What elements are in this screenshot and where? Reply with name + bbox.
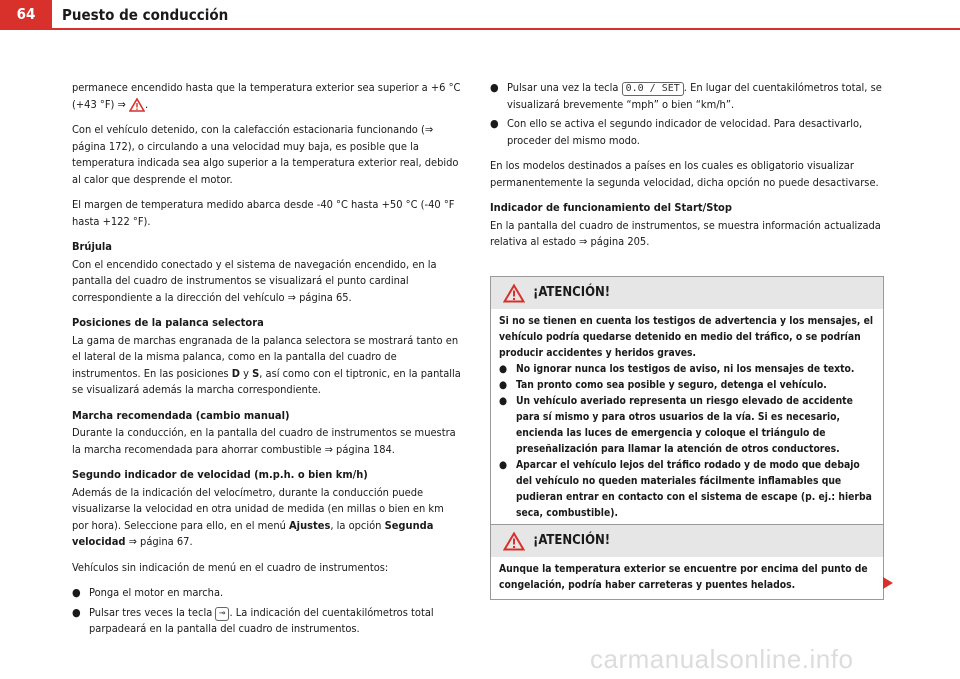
- list-item: ● Un vehículo averiado representa un riesgo elevado de accidente para sí mismo y para otros usuarios de la vía. Si es necesario, encienda las luces de emergencia y coloque el triángulo de preseñalización para llamar la atención de otros conductores.: [499, 395, 853, 455]
- section-heading: Indicador de funcionamiento del Start/Stop: [490, 201, 732, 214]
- bullet-icon: ●: [499, 459, 508, 471]
- warning-header: [491, 525, 883, 557]
- warning-title: ¡ATENCIÓN!: [533, 285, 611, 300]
- list-item: ● Ponga el motor en marcha.: [72, 585, 462, 602]
- left-column: [72, 80, 462, 641]
- bullet-icon: ●: [499, 395, 508, 407]
- list-item: ● Con ello se activa el segundo indicador de velocidad. Para desactivarlo, proceder del mismo modo.: [490, 116, 884, 149]
- warning-box: [490, 276, 884, 528]
- warning-text: Aunque la temperatura exterior se encuentre por encima del punto de congelación, podría haber carreteras y puentes helados.: [499, 563, 868, 591]
- warning-header: [491, 277, 883, 309]
- warning-text: Si no se tienen en cuenta los testigos de advertencia y los mensajes, el vehículo podría quedarse detenido en medio del tráfico, o se podrían producir accidentes y heridos graves.: [499, 315, 874, 359]
- paragraph: En los modelos destinados a países en los cuales es obligatorio visualizar permanentemente la segunda velocidad, dicha opción no puede desactivarse.: [490, 159, 879, 189]
- list-item: ● Pulsar tres veces la tecla ⊸ . La indicación del cuentakilómetros total parpadeará en la pantalla del cuadro de instrumentos.: [72, 605, 462, 638]
- paragraph: La gama de marchas engranada de la palanca selectora se mostrará tanto en el lateral de la misma palanca, como en la pantalla del cuadro de instrumentos. En las posiciones D y S, así como con el tiptronic, en la pantalla se visualizará además la marcha correspondiente.: [72, 333, 461, 396]
- warning-triangle-icon: [129, 98, 145, 112]
- bullet-icon: ●: [490, 81, 499, 94]
- paragraph: Además de la indicación del velocímetro, durante la conducción puede visualizarse la velocidad en otra unidad de medida (en millas o bien en km por hora). Seleccione para ello, en el menú Ajustes, la opción Segunda velocidad ⇒ página 67.: [72, 485, 444, 548]
- key-label: 0.0 / SET: [622, 82, 684, 96]
- warning-triangle-icon: [503, 532, 525, 551]
- section-heading: Posiciones de la palanca selectora: [72, 316, 264, 329]
- paragraph: Con el encendido conectado y el sistema de navegación encendido, en la pantalla del cuadro de instrumentos se visualizará el punto cardinal correspondiente a la dirección del vehículo ⇒ página 65.: [72, 257, 437, 304]
- warning-body: [491, 309, 883, 527]
- paragraph: Vehículos sin indicación de menú en el cuadro de instrumentos:: [72, 560, 389, 574]
- list-item: ● No ignorar nunca los testigos de aviso, ni los mensajes de texto.: [499, 363, 855, 375]
- paragraph: Durante la conducción, en la pantalla del cuadro de instrumentos se muestra la marcha recomendada para ahorrar combustible ⇒ página 184.: [72, 426, 456, 456]
- section-heading: Brújula: [72, 240, 112, 253]
- paragraph: Con el vehículo detenido, con la calefacción estacionaria funcionando (⇒ página 172), o circulando a una velocidad muy baja, es posible que la temperatura indicada sea algo superior a la temperatura exterior real, debido al calor que desprende el motor.: [72, 123, 459, 186]
- paragraph: permanece encendido hasta que la temperatura exterior sea superior a +6 °C (+43 °F) ⇒ .: [72, 81, 461, 111]
- paragraph: El margen de temperatura medido abarca desde -40 °C hasta +50 °C (-40 °F hasta +122 °F).: [72, 198, 455, 228]
- bullet-icon: ●: [72, 586, 81, 599]
- list-item: ● Pulsar una vez la tecla 0.0 / SET . En lugar del cuentakilómetros total, se visualizará brevemente “mph” o bien “km/h”.: [490, 80, 884, 113]
- warning-body: [491, 557, 883, 599]
- right-column: [490, 80, 884, 260]
- bullet-icon: ●: [499, 363, 508, 375]
- section-heading: Marcha recomendada (cambio manual): [72, 408, 290, 422]
- list-item: ● Tan pronto como sea posible y seguro, detenga el vehículo.: [499, 379, 827, 391]
- bullet-icon: ●: [72, 605, 81, 619]
- continue-arrow-icon: [883, 577, 893, 589]
- bullet-icon: ●: [490, 117, 499, 130]
- paragraph: En la pantalla del cuadro de instrumentos, se muestra información actualizada relativa al estado ⇒ página 205.: [490, 218, 881, 248]
- watermark: carmanualsonline.info: [590, 644, 854, 674]
- list-item: ● Aparcar el vehículo lejos del tráfico rodado y de modo que debajo del vehículo no queden materiales fácilmente inflamables que pudieran entrar en contacto con el sistema de escape (p. ej.: hierba seca, combustible).: [499, 459, 872, 519]
- warning-box: [490, 524, 884, 600]
- page-title: Puesto de conducción: [62, 6, 229, 24]
- page-number: 64: [0, 0, 52, 28]
- bullet-icon: ●: [499, 379, 508, 391]
- header-rule: [0, 28, 960, 30]
- warning-title: ¡ATENCIÓN!: [533, 533, 611, 548]
- warning-triangle-icon: [503, 284, 525, 303]
- section-heading: Segundo indicador de velocidad (m.p.h. o bien km/h): [72, 468, 368, 481]
- key-icon: ⊸: [215, 607, 229, 621]
